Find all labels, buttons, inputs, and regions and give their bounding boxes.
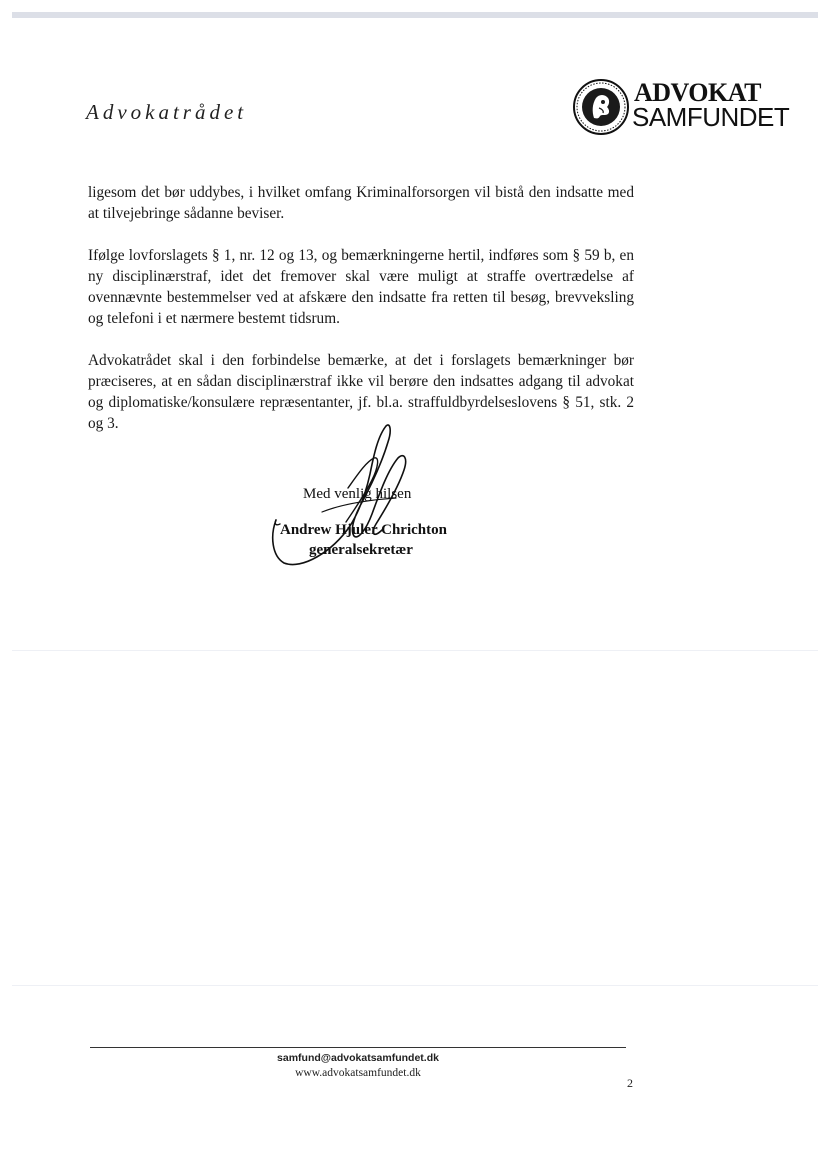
- footer-divider: [90, 1047, 626, 1048]
- paragraph: Ifølge lovforslagets § 1, nr. 12 og 13, og bemærkningerne hertil, indføres som § 59 b, en ny disciplinærstraf, idet det fremover skal være muligt at straffe overtrædelse af ovennævnte bestemmelser ved at afskære den indsatte fra retten til besøg, brevveksling og telefoni i et nærmere bestemt tidsrum.: [88, 247, 634, 327]
- paragraph: ligesom det bør uddybes, i hvilket omfang Kriminalforsorgen vil bistå den indsatte med at tilvejebringe sådanne beviser.: [88, 184, 634, 222]
- handwritten-signature: [262, 418, 432, 578]
- signer-name: Andrew Hjuler Chrichton: [280, 522, 447, 538]
- signer-title: generalsekretær: [309, 542, 413, 558]
- advokatsamfundet-seal-icon: [572, 78, 630, 136]
- footer-website: www.advokatsamfundet.dk: [295, 1067, 421, 1079]
- scan-top-band: [12, 12, 818, 18]
- footer-email: samfund@advokatsamfundet.dk: [277, 1052, 439, 1064]
- page-number: 2: [627, 1076, 633, 1090]
- logo-text-samfundet: SAMFUNDET: [632, 102, 790, 132]
- scan-artifact-line: [12, 985, 818, 986]
- closing-greeting: Med venlig hilsen: [303, 486, 412, 502]
- paragraph: Advokatrådet skal i den forbindelse bemærke, at det i forslagets bemærkninger bør præciseres, at en sådan disciplinærstraf ikke vil berøre den indsattes adgang til advokat og diplomatiske/konsulære repræsentanter, jf. bl.a. straffuldbyrdelseslovens § 51, stk. 2 og 3.: [88, 352, 634, 432]
- organization-heading: Advokatrådet: [86, 100, 248, 124]
- letter-body: [88, 182, 634, 455]
- scan-artifact-line: [12, 650, 818, 651]
- logo-text-advokat: ADVOKAT: [634, 78, 761, 107]
- advokatsamfundet-logo: [572, 76, 792, 138]
